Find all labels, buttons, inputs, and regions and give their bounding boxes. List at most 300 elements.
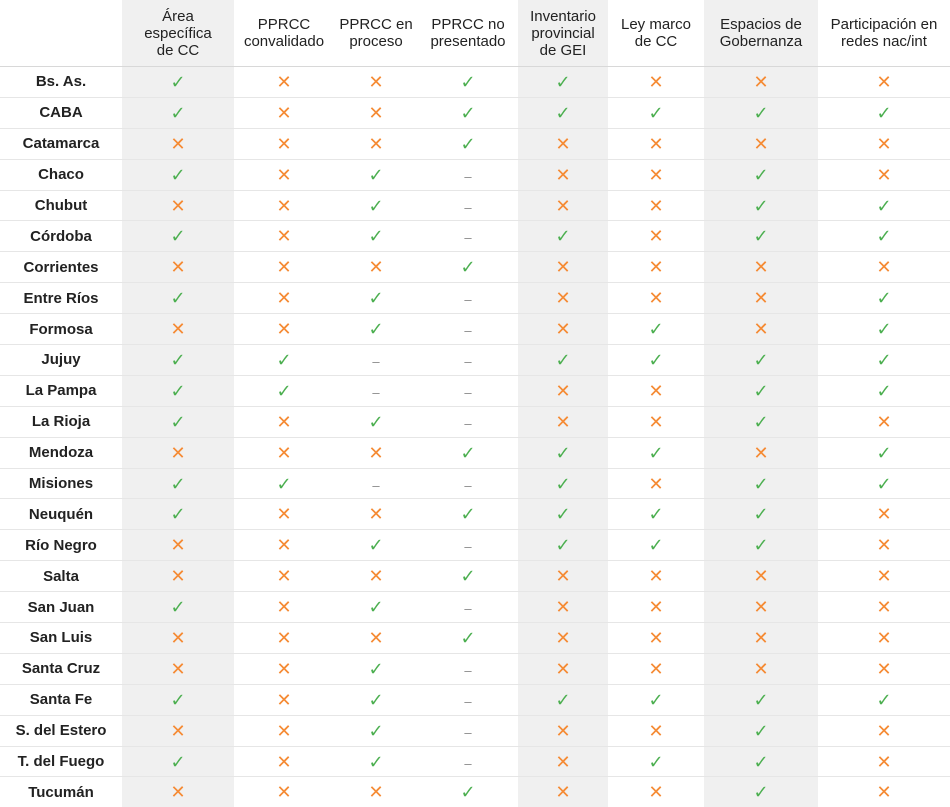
dash-icon: – — [464, 292, 472, 308]
check-icon: ✓ — [876, 442, 892, 463]
cross-icon: ✕ — [555, 319, 571, 340]
check-icon: ✓ — [753, 782, 769, 803]
status-cell — [608, 498, 704, 529]
cross-icon: ✕ — [648, 380, 664, 401]
cross-icon: ✕ — [276, 411, 292, 432]
status-cell — [704, 560, 818, 591]
check-icon: ✓ — [753, 504, 769, 525]
check-icon: ✓ — [276, 473, 292, 494]
status-cell — [704, 653, 818, 684]
status-cell — [608, 128, 704, 159]
status-cell — [704, 190, 818, 221]
cross-icon: ✕ — [276, 164, 292, 185]
status-cell — [122, 66, 234, 97]
column-header: Espacios de Gobernanza — [704, 0, 818, 66]
status-cell — [334, 159, 418, 190]
status-cell — [704, 220, 818, 251]
cross-icon: ✕ — [368, 71, 384, 92]
cross-icon: ✕ — [276, 71, 292, 92]
status-cell — [704, 437, 818, 468]
status-cell — [234, 622, 334, 653]
check-icon: ✓ — [876, 689, 892, 710]
status-cell — [122, 653, 234, 684]
status-cell — [334, 190, 418, 221]
status-cell — [334, 128, 418, 159]
cross-icon: ✕ — [276, 627, 292, 648]
check-icon: ✓ — [648, 349, 664, 370]
check-icon: ✓ — [876, 473, 892, 494]
status-cell — [818, 715, 950, 746]
cross-icon: ✕ — [368, 504, 384, 525]
cross-icon: ✕ — [648, 597, 664, 618]
check-icon: ✓ — [368, 658, 384, 679]
cross-icon: ✕ — [276, 195, 292, 216]
status-cell — [518, 282, 608, 313]
check-icon: ✓ — [876, 349, 892, 370]
status-cell — [234, 282, 334, 313]
status-cell — [608, 591, 704, 622]
dash-icon: – — [464, 755, 472, 771]
status-cell — [418, 313, 518, 344]
status-cell — [334, 406, 418, 437]
cross-icon: ✕ — [648, 257, 664, 278]
cross-icon: ✕ — [555, 195, 571, 216]
table-row — [0, 375, 950, 406]
table-row — [0, 344, 950, 375]
status-cell — [418, 715, 518, 746]
check-icon: ✓ — [753, 349, 769, 370]
status-cell — [608, 97, 704, 128]
cross-icon: ✕ — [876, 782, 892, 803]
dash-icon: – — [464, 693, 472, 709]
check-icon: ✓ — [555, 473, 571, 494]
cross-icon: ✕ — [648, 720, 664, 741]
cross-icon: ✕ — [368, 257, 384, 278]
cross-icon: ✕ — [276, 535, 292, 556]
status-cell — [518, 97, 608, 128]
status-cell — [234, 128, 334, 159]
status-cell — [122, 776, 234, 807]
status-cell — [418, 190, 518, 221]
status-cell — [518, 468, 608, 499]
cross-icon: ✕ — [170, 535, 186, 556]
dash-icon: – — [464, 601, 472, 617]
check-icon: ✓ — [876, 195, 892, 216]
check-icon: ✓ — [555, 689, 571, 710]
status-cell — [518, 653, 608, 684]
status-cell — [122, 622, 234, 653]
status-cell — [704, 776, 818, 807]
status-cell — [122, 746, 234, 777]
table-row — [0, 529, 950, 560]
status-cell — [818, 591, 950, 622]
cross-icon: ✕ — [876, 751, 892, 772]
status-cell — [518, 746, 608, 777]
cross-icon: ✕ — [276, 751, 292, 772]
check-icon: ✓ — [555, 504, 571, 525]
province-name: Mendoza — [0, 437, 122, 468]
status-cell — [818, 560, 950, 591]
status-cell — [818, 375, 950, 406]
province-name: Santa Fe — [0, 684, 122, 715]
status-cell — [334, 560, 418, 591]
status-cell — [122, 190, 234, 221]
check-icon: ✓ — [648, 689, 664, 710]
check-icon: ✓ — [170, 473, 186, 494]
status-cell — [704, 282, 818, 313]
status-cell — [122, 282, 234, 313]
status-cell — [234, 190, 334, 221]
status-cell — [418, 776, 518, 807]
status-cell — [122, 313, 234, 344]
check-icon: ✓ — [460, 627, 476, 648]
check-icon: ✓ — [368, 751, 384, 772]
status-cell — [418, 622, 518, 653]
column-header: Área específica de CC — [122, 0, 234, 66]
table-row — [0, 66, 950, 97]
cross-icon: ✕ — [876, 627, 892, 648]
dash-icon: – — [372, 384, 380, 400]
status-cell — [518, 251, 608, 282]
status-cell — [122, 344, 234, 375]
check-icon: ✓ — [555, 535, 571, 556]
check-icon: ✓ — [753, 535, 769, 556]
status-cell — [518, 591, 608, 622]
status-cell — [122, 220, 234, 251]
column-header: Inventario provincial de GEI — [518, 0, 608, 66]
check-icon: ✓ — [368, 195, 384, 216]
province-name: Jujuy — [0, 344, 122, 375]
check-icon: ✓ — [648, 319, 664, 340]
cross-icon: ✕ — [876, 504, 892, 525]
status-cell — [518, 776, 608, 807]
province-name: Chubut — [0, 190, 122, 221]
check-icon: ✓ — [753, 226, 769, 247]
status-cell — [122, 715, 234, 746]
cross-icon: ✕ — [170, 566, 186, 587]
status-cell — [122, 498, 234, 529]
cross-icon: ✕ — [648, 627, 664, 648]
status-cell — [608, 776, 704, 807]
status-cell — [234, 251, 334, 282]
cross-icon: ✕ — [368, 133, 384, 154]
check-icon: ✓ — [753, 411, 769, 432]
status-cell — [234, 406, 334, 437]
cross-icon: ✕ — [170, 195, 186, 216]
check-icon: ✓ — [368, 319, 384, 340]
check-icon: ✓ — [753, 164, 769, 185]
check-icon: ✓ — [460, 504, 476, 525]
check-icon: ✓ — [170, 411, 186, 432]
check-icon: ✓ — [753, 195, 769, 216]
check-icon: ✓ — [170, 164, 186, 185]
cross-icon: ✕ — [876, 411, 892, 432]
status-cell — [608, 622, 704, 653]
status-cell — [608, 406, 704, 437]
cross-icon: ✕ — [648, 658, 664, 679]
cross-icon: ✕ — [276, 782, 292, 803]
table-row — [0, 406, 950, 437]
status-cell — [818, 498, 950, 529]
status-cell — [234, 159, 334, 190]
status-cell — [234, 344, 334, 375]
cross-icon: ✕ — [876, 133, 892, 154]
check-icon: ✓ — [170, 504, 186, 525]
status-cell — [518, 313, 608, 344]
status-cell — [608, 560, 704, 591]
table-row — [0, 190, 950, 221]
cross-icon: ✕ — [170, 658, 186, 679]
cross-icon: ✕ — [648, 226, 664, 247]
province-name: Bs. As. — [0, 66, 122, 97]
province-name: Formosa — [0, 313, 122, 344]
status-cell — [418, 498, 518, 529]
status-cell — [818, 653, 950, 684]
table-row — [0, 746, 950, 777]
cross-icon: ✕ — [876, 658, 892, 679]
dash-icon: – — [464, 199, 472, 215]
status-cell — [234, 653, 334, 684]
status-cell — [818, 220, 950, 251]
table-body — [0, 66, 950, 807]
status-cell — [418, 344, 518, 375]
cross-icon: ✕ — [648, 782, 664, 803]
cross-icon: ✕ — [555, 133, 571, 154]
status-cell — [818, 97, 950, 128]
check-icon: ✓ — [876, 319, 892, 340]
province-name: Neuquén — [0, 498, 122, 529]
status-cell — [334, 344, 418, 375]
dash-icon: – — [372, 353, 380, 369]
status-cell — [234, 66, 334, 97]
check-icon: ✓ — [368, 689, 384, 710]
check-icon: ✓ — [753, 720, 769, 741]
column-header: Ley marco de CC — [620, 16, 692, 50]
check-icon: ✓ — [555, 349, 571, 370]
status-cell — [518, 375, 608, 406]
status-cell — [608, 529, 704, 560]
check-icon: ✓ — [876, 226, 892, 247]
check-icon: ✓ — [460, 257, 476, 278]
cross-icon: ✕ — [368, 782, 384, 803]
status-cell — [704, 159, 818, 190]
status-cell — [518, 159, 608, 190]
status-cell — [608, 313, 704, 344]
cross-icon: ✕ — [648, 473, 664, 494]
cross-icon: ✕ — [555, 257, 571, 278]
cross-icon: ✕ — [276, 442, 292, 463]
status-cell — [608, 375, 704, 406]
check-icon: ✓ — [876, 288, 892, 309]
status-cell — [418, 746, 518, 777]
status-cell — [418, 591, 518, 622]
status-cell — [418, 437, 518, 468]
check-icon: ✓ — [170, 102, 186, 123]
table-row — [0, 313, 950, 344]
status-cell — [234, 591, 334, 622]
status-cell — [122, 128, 234, 159]
cross-icon: ✕ — [276, 720, 292, 741]
status-cell — [608, 190, 704, 221]
status-cell — [518, 529, 608, 560]
status-cell — [334, 251, 418, 282]
province-name: Tucumán — [0, 776, 122, 807]
province-name: Río Negro — [0, 529, 122, 560]
status-cell — [704, 684, 818, 715]
status-cell — [418, 66, 518, 97]
province-name: S. del Estero — [0, 715, 122, 746]
status-cell — [704, 97, 818, 128]
status-cell — [608, 220, 704, 251]
cross-icon: ✕ — [170, 442, 186, 463]
cross-icon: ✕ — [276, 102, 292, 123]
dash-icon: – — [464, 384, 472, 400]
status-cell — [818, 66, 950, 97]
status-cell — [704, 715, 818, 746]
check-icon: ✓ — [555, 71, 571, 92]
cross-icon: ✕ — [555, 566, 571, 587]
check-icon: ✓ — [876, 380, 892, 401]
province-name: Catamarca — [0, 128, 122, 159]
status-cell — [418, 282, 518, 313]
table-row — [0, 622, 950, 653]
status-cell — [334, 591, 418, 622]
check-icon: ✓ — [648, 102, 664, 123]
status-cell — [418, 97, 518, 128]
status-cell — [334, 375, 418, 406]
status-cell — [518, 406, 608, 437]
province-name: T. del Fuego — [0, 746, 122, 777]
header-corner — [0, 0, 122, 66]
status-cell — [704, 406, 818, 437]
column-header: PPRCC en proceso — [339, 16, 413, 50]
check-icon: ✓ — [555, 226, 571, 247]
check-icon: ✓ — [460, 102, 476, 123]
status-cell — [122, 251, 234, 282]
cross-icon: ✕ — [648, 195, 664, 216]
cross-icon: ✕ — [876, 535, 892, 556]
cross-icon: ✕ — [276, 319, 292, 340]
dash-icon: – — [372, 477, 380, 493]
dash-icon: – — [464, 230, 472, 246]
province-name: Corrientes — [0, 251, 122, 282]
status-cell — [334, 437, 418, 468]
check-icon: ✓ — [460, 442, 476, 463]
check-icon: ✓ — [753, 102, 769, 123]
dash-icon: – — [464, 415, 472, 431]
status-cell — [122, 375, 234, 406]
check-icon: ✓ — [368, 288, 384, 309]
status-cell — [122, 529, 234, 560]
check-icon: ✓ — [648, 535, 664, 556]
status-cell — [418, 653, 518, 684]
province-name: La Rioja — [0, 406, 122, 437]
cross-icon: ✕ — [170, 319, 186, 340]
table-row — [0, 776, 950, 807]
status-cell — [818, 529, 950, 560]
cross-icon: ✕ — [753, 319, 769, 340]
status-cell — [608, 746, 704, 777]
check-icon: ✓ — [648, 504, 664, 525]
cross-icon: ✕ — [753, 442, 769, 463]
status-cell — [418, 128, 518, 159]
table-row — [0, 282, 950, 313]
status-cell — [418, 684, 518, 715]
cross-icon: ✕ — [276, 566, 292, 587]
status-cell — [234, 529, 334, 560]
status-cell — [234, 560, 334, 591]
check-icon: ✓ — [648, 751, 664, 772]
status-cell — [122, 406, 234, 437]
status-cell — [334, 66, 418, 97]
cross-icon: ✕ — [648, 566, 664, 587]
cross-icon: ✕ — [753, 133, 769, 154]
status-cell — [608, 653, 704, 684]
status-cell — [518, 560, 608, 591]
status-cell — [518, 498, 608, 529]
status-cell — [518, 622, 608, 653]
status-cell — [608, 715, 704, 746]
cross-icon: ✕ — [555, 720, 571, 741]
status-cell — [418, 529, 518, 560]
status-cell — [518, 684, 608, 715]
status-cell — [518, 220, 608, 251]
table-row — [0, 128, 950, 159]
cross-icon: ✕ — [276, 226, 292, 247]
status-cell — [704, 622, 818, 653]
status-cell — [704, 498, 818, 529]
status-cell — [704, 591, 818, 622]
status-cell — [518, 715, 608, 746]
status-cell — [518, 128, 608, 159]
province-name: CABA — [0, 97, 122, 128]
table-row — [0, 715, 950, 746]
status-cell — [334, 220, 418, 251]
status-cell — [234, 220, 334, 251]
status-cell — [704, 128, 818, 159]
column-header: PPRCC convalidado — [243, 16, 325, 50]
check-icon: ✓ — [170, 597, 186, 618]
status-cell — [334, 498, 418, 529]
status-cell — [608, 684, 704, 715]
status-cell — [334, 715, 418, 746]
status-cell — [234, 684, 334, 715]
table-row — [0, 560, 950, 591]
status-cell — [234, 468, 334, 499]
status-cell — [234, 715, 334, 746]
status-cell — [704, 66, 818, 97]
dash-icon: – — [464, 477, 472, 493]
cross-icon: ✕ — [876, 164, 892, 185]
cross-icon: ✕ — [753, 658, 769, 679]
cross-icon: ✕ — [555, 658, 571, 679]
cross-icon: ✕ — [368, 566, 384, 587]
status-cell — [418, 159, 518, 190]
status-cell — [704, 468, 818, 499]
province-name: Santa Cruz — [0, 653, 122, 684]
province-name: Chaco — [0, 159, 122, 190]
check-icon: ✓ — [555, 442, 571, 463]
status-cell — [818, 622, 950, 653]
status-cell — [704, 746, 818, 777]
status-cell — [608, 66, 704, 97]
check-icon: ✓ — [753, 689, 769, 710]
check-icon: ✓ — [753, 380, 769, 401]
status-cell — [518, 190, 608, 221]
table-row — [0, 251, 950, 282]
check-icon: ✓ — [460, 782, 476, 803]
check-icon: ✓ — [276, 349, 292, 370]
